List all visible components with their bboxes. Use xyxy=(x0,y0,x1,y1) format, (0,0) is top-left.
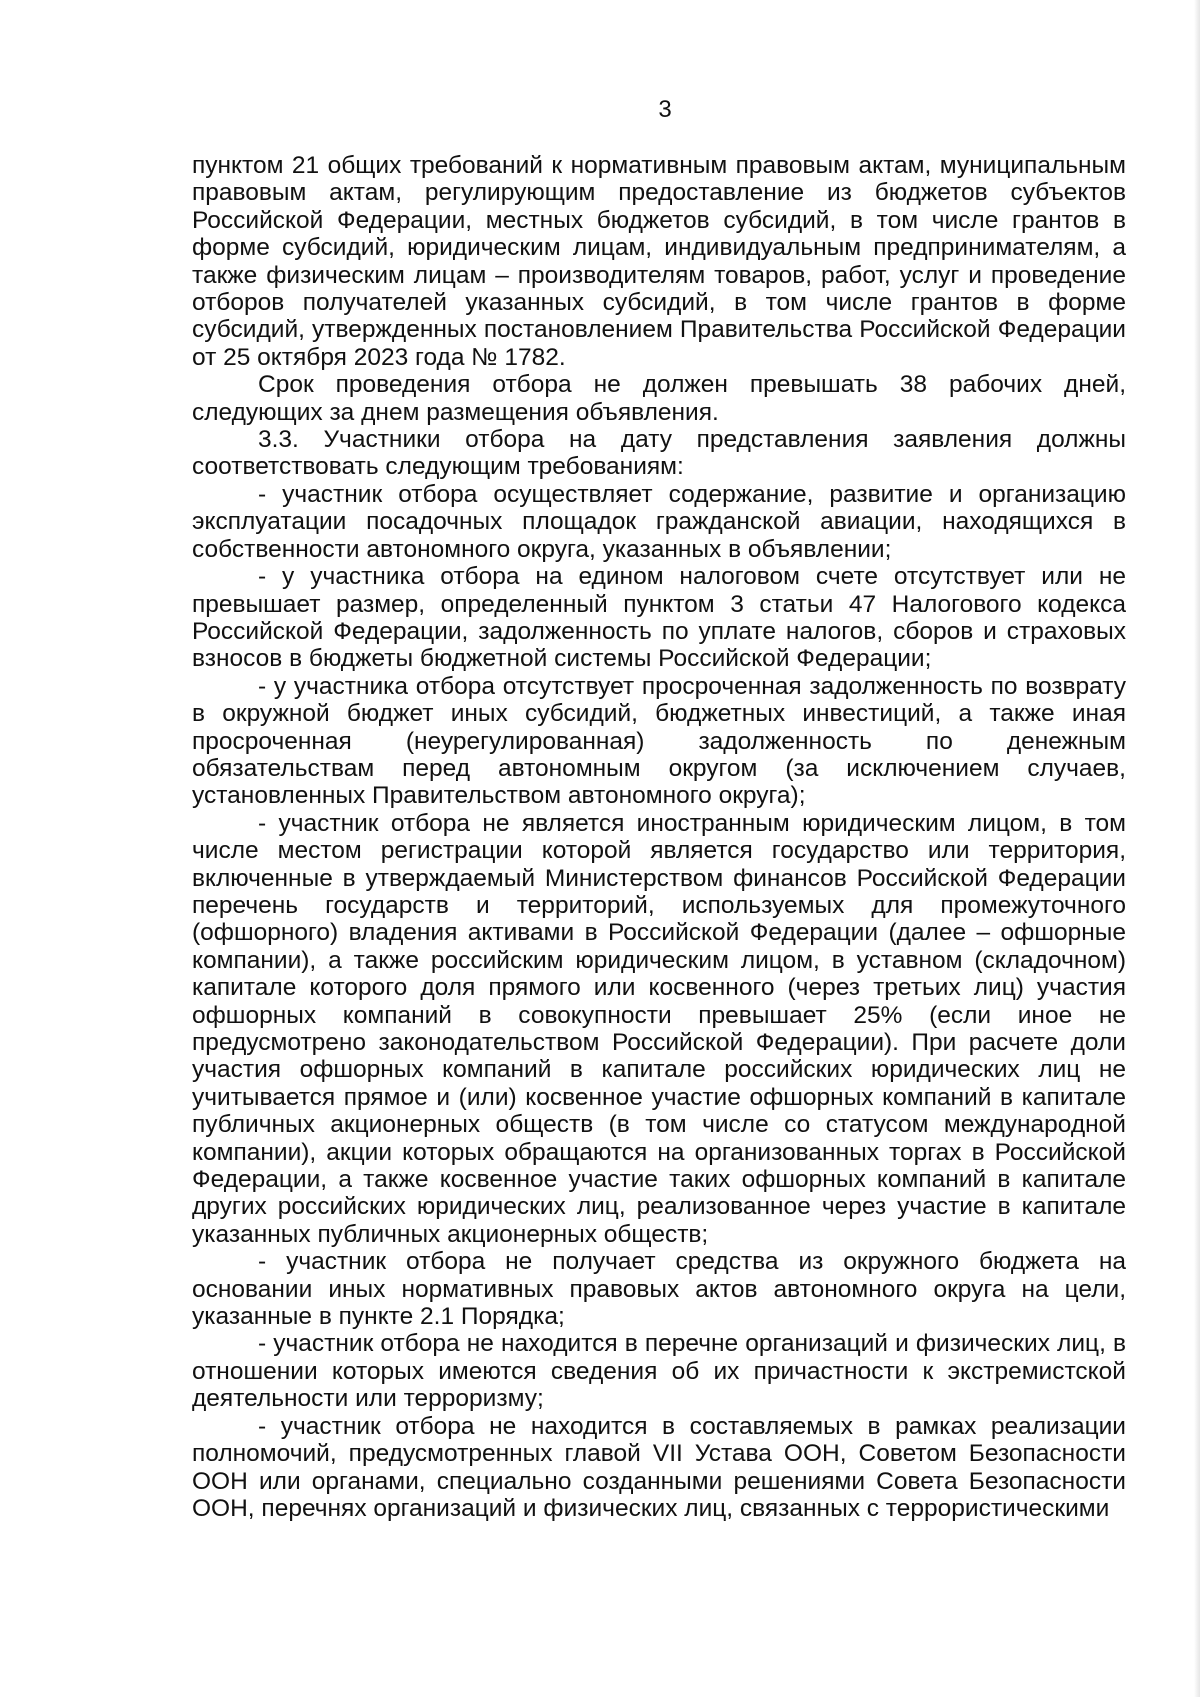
requirement-item: - участник отбора не является иностранным юридическим лицом, в том числе местом регистрации которой является государство или территория, включенные в утверждаемый Министерством финансов Российской Федерации перечень государств и территорий, используемых для промежуточного (офшорного) владения активами в Российской Федерации (далее – офшорные компании), а также российским юридическим лицом, в уставном (складочном) капитале которого доля прямого или косвенного (через третьих лиц) участия офшорных компаний в совокупности превышает 25% (если иное не предусмотрено законодательством Российской Федерации). При расчете доли участия офшорных компаний в капитале российских юридических лиц не учитывается прямое и (или) косвенное участие офшорных компаний в капитале публичных акционерных обществ (в том числе со статусом международной компании), акции которых обращаются на организованных торгах в Российской Федерации, а также косвенное участие таких офшорных компаний в капитале других российских юридических лиц, реализованное через участие в капитале указанных публичных акционерных обществ; xyxy=(192,809,1126,1248)
paragraph-continuation: пунктом 21 общих требований к нормативным правовым актам, муниципальным правовым актам, регулирующим предоставление из бюджетов субъектов Российской Федерации, местных бюджетов субсидий, в том числе грантов в форме субсидий, юридическим лицам, индивидуальным предпринимателям, а также физическим лицам – производителям товаров, работ, услуг и проведение отборов получателей указанных субсидий, в том числе грантов в форме субсидий, утвержденных постановлением Правительства Российской Федерации от 25 октября 2023 года № 1782. xyxy=(192,152,1126,371)
requirement-item: - у участника отбора отсутствует просроченная задолженность по возврату в окружной бюджет иных субсидий, бюджетных инвестиций, а также иная просроченная (неурегулированная) задолженность по денежным обязательствам перед автономным округом (за исключением случаев, установленных Правительством автономного округа); xyxy=(192,672,1126,810)
requirement-item: - участник отбора не находится в перечне организаций и физических лиц, в отношении которых имеются сведения об их причастности к экстремистской деятельности или терроризму; xyxy=(192,1330,1126,1413)
page-edge-shadow xyxy=(1194,0,1200,1697)
page-number: 3 xyxy=(658,96,672,123)
requirement-item: - участник отбора осуществляет содержание, развитие и организацию эксплуатации посадочных площадок гражданской авиации, находящихся в собственности автономного округа, указанных в объявлении; xyxy=(192,480,1126,563)
requirement-item: - у участника отбора на едином налоговом счете отсутствует или не превышает размер, определенный пунктом 3 статьи 47 Налогового кодекса Российской Федерации, задолженность по уплате налогов, сборов и страховых взносов в бюджеты бюджетной системы Российской Федерации; xyxy=(192,563,1126,673)
paragraph-selection-term: Срок проведения отбора не должен превышать 38 рабочих дней, следующих за днем размещения объявления. xyxy=(192,371,1126,426)
requirement-item: - участник отбора не получает средства из окружного бюджета на основании иных нормативных правовых актов автономного округа на цели, указанные в пункте 2.1 Порядка; xyxy=(192,1248,1126,1331)
document-body xyxy=(192,152,1126,1522)
requirement-item: - участник отбора не находится в составляемых в рамках реализации полномочий, предусмотренных главой VII Устава ООН, Советом Безопасности ООН или органами, специально созданными решениями Совета Безопасности ООН, перечнях организаций и физических лиц, связанных с террористическими xyxy=(192,1412,1126,1522)
paragraph-clause-3-3: 3.3. Участники отбора на дату представления заявления должны соответствовать следующим требованиям: xyxy=(192,426,1126,481)
